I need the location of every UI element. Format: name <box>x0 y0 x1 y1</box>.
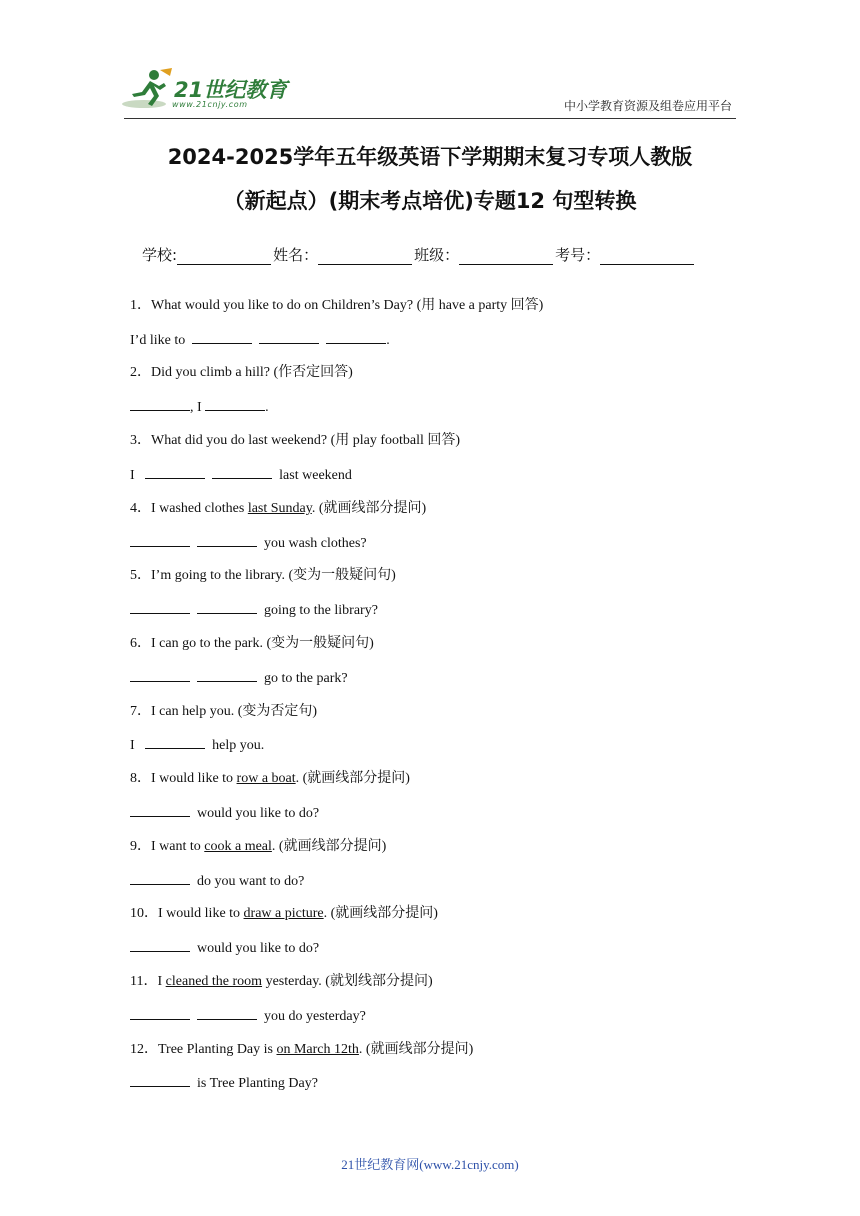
question-11 <box>130 973 433 991</box>
answer-blank[interactable] <box>130 939 190 952</box>
answer-blank[interactable] <box>197 1007 257 1020</box>
answer-blank[interactable] <box>212 466 272 479</box>
answer-blank[interactable] <box>197 669 257 682</box>
answer-suffix: go to the park? <box>264 671 348 686</box>
answer-suffix: do you want to do? <box>197 874 305 889</box>
question-text: 8．I would like to <box>130 771 237 786</box>
question-4 <box>130 500 426 518</box>
answer-4 <box>130 534 367 553</box>
name-blank[interactable] <box>318 248 412 265</box>
underlined-phrase: draw a picture <box>243 906 324 921</box>
question-9 <box>130 838 386 856</box>
class-blank[interactable] <box>459 248 553 265</box>
question-12 <box>130 1041 473 1059</box>
answer-suffix: last weekend <box>279 468 352 483</box>
question-3: 3．What did you do last weekend? (用 play football 回答) <box>130 433 461 448</box>
answer-12 <box>130 1074 318 1093</box>
answer-blank[interactable] <box>130 534 190 547</box>
question-6: 6．I can go to the park. (变为一般疑问句) <box>130 636 374 651</box>
runner-logo-icon <box>120 66 176 112</box>
answer-prefix: I’d like to <box>130 333 186 348</box>
answer-mid: , I <box>190 400 202 415</box>
answer-suffix: help you. <box>212 738 265 753</box>
answer-suffix: . <box>386 333 390 348</box>
answer-7 <box>130 736 264 755</box>
answer-suffix: would you like to do? <box>197 941 320 956</box>
underlined-phrase: on March 12th <box>276 1042 359 1057</box>
answer-10 <box>130 939 319 958</box>
answer-3 <box>130 466 352 485</box>
answer-blank[interactable] <box>130 1074 190 1087</box>
student-info-row <box>142 244 696 265</box>
title-line-2: （新起点）(期末考点培优)专题12 句型转换 <box>223 189 637 213</box>
answer-prefix: I <box>130 468 135 483</box>
underlined-phrase: cleaned the room <box>165 974 263 989</box>
logo-text: 21世纪教育 <box>174 78 288 102</box>
answer-blank[interactable] <box>205 398 265 411</box>
question-text: 9．I want to <box>130 839 205 854</box>
answer-suffix: going to the library? <box>264 603 378 618</box>
answer-blank[interactable] <box>197 534 257 547</box>
answer-blank[interactable] <box>145 736 205 749</box>
underlined-phrase: last Sunday <box>247 501 312 516</box>
question-7: 7．I can help you. (变为否定句) <box>130 704 318 719</box>
question-text: 11．I <box>130 974 166 989</box>
logo-url: www.21cnjy.com <box>172 100 248 109</box>
answer-blank[interactable] <box>130 669 190 682</box>
answer-1 <box>130 331 390 350</box>
question-instruction: . (就画线部分提问) <box>311 501 427 516</box>
answer-2 <box>130 398 269 417</box>
answer-suffix: you do yesterday? <box>264 1009 366 1024</box>
question-2: 2．Did you climb a hill? (作否定回答) <box>130 365 353 380</box>
school-label: 学校: <box>142 246 178 264</box>
name-label: 姓名： <box>273 246 319 264</box>
answer-prefix: I <box>130 738 135 753</box>
question-text: 10．I would like to <box>130 906 244 921</box>
underlined-phrase: row a boat <box>236 771 296 786</box>
answer-blank[interactable] <box>197 601 257 614</box>
footer-link[interactable]: 21世纪教育网(www.21cnjy.com) <box>341 1157 519 1172</box>
answer-11 <box>130 1007 366 1026</box>
question-5: 5．I’m going to the library. (变为一般疑问句) <box>130 568 396 583</box>
question-text: 4．I washed clothes <box>130 501 248 516</box>
question-instruction: . (就画线部分提问) <box>358 1042 474 1057</box>
answer-blank[interactable] <box>130 1007 190 1020</box>
school-blank[interactable] <box>177 248 271 265</box>
question-10 <box>130 905 438 923</box>
answer-blank[interactable] <box>192 331 252 344</box>
question-1: 1．What would you like to do on Children’s Day? (用 have a party 回答) <box>130 298 544 313</box>
answer-blank[interactable] <box>326 331 386 344</box>
exam-number-blank[interactable] <box>600 248 694 265</box>
answer-suffix: you wash clothes? <box>264 536 367 551</box>
question-instruction: yesterday. (就划线部分提问) <box>262 974 433 989</box>
answer-blank[interactable] <box>259 331 319 344</box>
answer-blank[interactable] <box>145 466 205 479</box>
question-8 <box>130 770 410 788</box>
answer-suffix: would you like to do? <box>197 806 320 821</box>
answer-blank[interactable] <box>130 601 190 614</box>
answer-9 <box>130 872 304 891</box>
answer-blank[interactable] <box>130 398 190 411</box>
title-line-1: 2024-2025学年五年级英语下学期期末复习专项人教版 <box>167 145 693 169</box>
platform-label: 中小学教育资源及组卷应用平台 <box>563 99 732 113</box>
answer-blank[interactable] <box>130 804 190 817</box>
question-text: 12．Tree Planting Day is <box>130 1042 277 1057</box>
answer-6 <box>130 669 348 688</box>
underlined-phrase: cook a meal <box>204 839 272 854</box>
page-header <box>0 0 860 120</box>
logo <box>120 66 300 116</box>
question-instruction: . (就画线部分提问) <box>323 906 438 921</box>
question-instruction: . (就画线部分提问) <box>295 771 410 786</box>
answer-suffix: is Tree Planting Day? <box>197 1076 318 1091</box>
question-instruction: . (就画线部分提问) <box>271 839 387 854</box>
answer-suffix: . <box>265 400 269 415</box>
answer-blank[interactable] <box>130 872 190 885</box>
answer-5 <box>130 601 378 620</box>
answer-8 <box>130 804 319 823</box>
class-label: 班级： <box>414 246 460 264</box>
header-divider <box>124 118 736 119</box>
exam-number-label: 考号： <box>555 246 601 264</box>
